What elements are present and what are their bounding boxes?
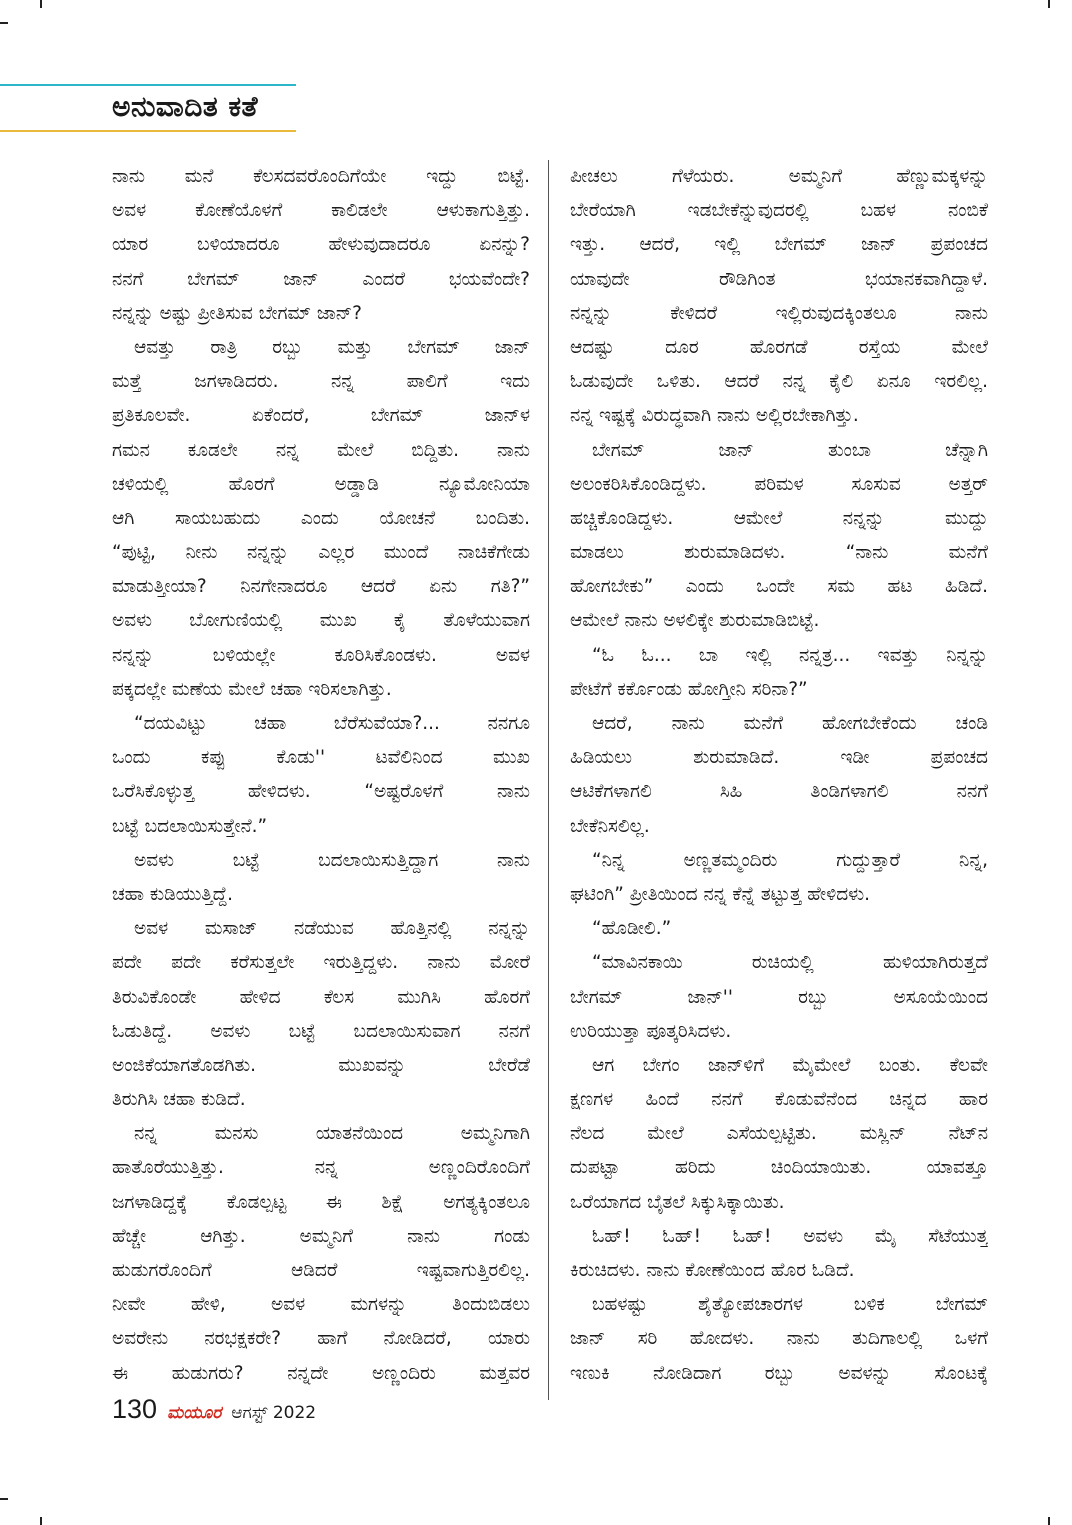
section-label: ಅನುವಾದಿತ ಕತೆ bbox=[112, 90, 259, 123]
text-line: ಜಾನ್ ಸರಿ ಹೋದಳು. ನಾನು ತುದಿಗಾಲಲ್ಲಿ ಒಳಗೆ bbox=[570, 1328, 988, 1350]
text-line: ಹಾತೊರೆಯುತ್ತಿತ್ತು. ನನ್ನ ಅಣ್ಣಂದಿರೊಂದಿಗೆ bbox=[112, 1157, 530, 1179]
right-column bbox=[570, 160, 988, 1391]
crop-mark bbox=[1048, 1517, 1050, 1525]
left-column bbox=[112, 160, 530, 1391]
text-line: ಮಾಡುತ್ತೀಯಾ? ನಿನಗೇನಾದರೂ ಆದರೆ ಏನು ಗತಿ?” bbox=[112, 576, 530, 598]
text-line: “ಹೊಡೀಲಿ.” bbox=[592, 918, 672, 940]
text-line: ಆದರೆ, ನಾನು ಮನೆಗೆ ಹೋಗಬೇಕೆಂದು ಚಂಡಿ bbox=[592, 713, 988, 734]
text-line: ಆಟಿಕೆಗಳಾಗಲಿ ಸಿಹಿ ತಿಂಡಿಗಳಾಗಲಿ ನನಗೆ bbox=[570, 781, 988, 803]
crop-mark bbox=[1048, 0, 1050, 8]
text-line: ಹೆಚ್ಚೇ ಆಗಿತ್ತು. ಅಮ್ಮನಿಗೆ ನಾನು ಗಂಡು bbox=[112, 1225, 530, 1247]
text-line: ಒರೆಯಾಗದ ಬೈತಲೆ ಸಿಕ್ಕುಸಿಕ್ಕಾಯಿತು. bbox=[570, 1191, 785, 1213]
text-line: ನನ್ನನ್ನು ಬಳಿಯಲ್ಲೇ ಕೂರಿಸಿಕೊಂಡಳು. ಅವಳ bbox=[112, 644, 530, 666]
text-line: ಹೋಗಬೇಕು” ಎಂದು ಒಂದೇ ಸಮ ಹಟ ಹಿಡಿದೆ. bbox=[570, 576, 988, 598]
text-line: ಅವರೇನು ನರಭಕ್ಷಕರೇ? ಹಾಗೆ ನೋಡಿದರೆ, ಯಾರು bbox=[112, 1328, 530, 1350]
text-line: ನನ್ನನ್ನು ಅಷ್ಟು ಪ್ರೀತಿಸುವ ಬೇಗಮ್ ಜಾನ್? bbox=[112, 302, 362, 324]
text-line: ಹಿಡಿಯಲು ಶುರುಮಾಡಿದೆ. ಇಡೀ ಪ್ರಪಂಚದ bbox=[570, 747, 988, 769]
text-line: ಈ ಹುಡುಗರು? ನನ್ನದೇ ಅಣ್ಣಂದಿರು ಮತ್ತವರ bbox=[112, 1362, 530, 1384]
text-line: ತಿರುಗಿಸಿ ಚಹಾ ಕುಡಿದೆ. bbox=[112, 1089, 246, 1111]
text-line: ಯಾವುದೇ ರೌಡಿಗಿಂತ ಭಯಾನಕವಾಗಿದ್ದಾಳೆ. bbox=[570, 268, 988, 290]
text-line: ಇಣುಕಿ ನೋಡಿದಾಗ ರಬ್ಬು ಅವಳನ್ನು ಸೊಂಟಕ್ಕೆ bbox=[570, 1362, 988, 1384]
text-line: “ಓ ಓ... ಬಾ ಇಲ್ಲಿ ನನ್ನತ್ರ... ಇವತ್ತು ನಿನ್ನನ್ನು bbox=[592, 644, 988, 666]
text-line: ಗಮನ ಕೂಡಲೇ ನನ್ನ ಮೇಲೆ ಬಿದ್ದಿತು. ನಾನು bbox=[112, 439, 530, 461]
text-line: ಬಹಳಷ್ಟು ಶೈತ್ಯೋಪಚಾರಗಳ ಬಳಿಕ ಬೇಗಮ್ bbox=[592, 1294, 988, 1316]
text-line: ಪದೇ ಪದೇ ಕರೆಸುತ್ತಲೇ ಇರುತ್ತಿದ್ದಳು. ನಾನು ಮೋರೆ bbox=[112, 952, 530, 974]
text-line: ಒಂದು ಕಪ್ಪು ಕೊಡು'' ಟವೆಲಿನಿಂದ ಮುಖ bbox=[112, 747, 530, 769]
text-line: ಅವಳ ಕೋಣೆಯೊಳಗೆ ಕಾಲಿಡಲೇ ಆಳುಕಾಗುತ್ತಿತ್ತು. bbox=[112, 200, 530, 222]
text-line: “ದಯವಿಟ್ಟು ಚಹಾ ಬೆರೆಸುವೆಯಾ?... ನನಗೂ bbox=[134, 713, 530, 734]
text-line: ನನಗೆ ಬೇಗಮ್ ಜಾನ್ ಎಂದರೆ ಭಯವೆಂದೇ? bbox=[112, 268, 530, 290]
text-line: ನೀವೇ ಹೇಳಿ, ಅವಳ ಮಗಳನ್ನು ತಿಂದುಬಿಡಲು bbox=[112, 1294, 530, 1316]
page-footer bbox=[112, 1394, 316, 1428]
text-line: ತಿರುವಿಕೊಂಡೇ ಹೇಳಿದ ಕೆಲಸ ಮುಗಿಸಿ ಹೊರಗೆ bbox=[112, 986, 530, 1008]
text-line: ಬೇಗಮ್ ಜಾನ್ ತುಂಬಾ ಚೆನ್ನಾಗಿ bbox=[592, 439, 988, 461]
text-line: ಒರೆಸಿಕೊಳ್ಳುತ್ತ ಹೇಳಿದಳು. “ಅಷ್ಟರೊಳಗೆ ನಾನು bbox=[112, 781, 530, 803]
crop-mark bbox=[40, 1517, 42, 1525]
text-line: ಅವಳು ಬಟ್ಟೆ ಬದಲಾಯಿಸುತ್ತಿದ್ದಾಗ ನಾನು bbox=[134, 849, 530, 871]
text-line: ಪೇಟೆಗೆ ಕರ್ಕೊಂಡು ಹೋಗ್ತೀನಿ ಸರಿನಾ?” bbox=[570, 678, 808, 700]
text-line: ಆಗ ಬೇಗಂ ಜಾನ್‌ಳಿಗೆ ಮೈಮೇಲೆ ಬಂತು. ಕೆಲವೇ bbox=[592, 1054, 988, 1076]
text-line: ಚಳಿಯಲ್ಲಿ ಹೊರಗೆ ಅಡ್ಡಾಡಿ ನ್ಯೂಮೋನಿಯಾ bbox=[112, 473, 530, 495]
text-line: ಅಂಜಿಕೆಯಾಗತೊಡಗಿತು. ಮುಖವನ್ನು ಬೇರೆಡೆ bbox=[112, 1054, 530, 1076]
column-divider bbox=[548, 160, 549, 1400]
text-line: ಪ್ರತಿಕೂಲವೇ. ಏಕೆಂದರೆ, ಬೇಗಮ್ ಜಾನ್‌ಳ bbox=[112, 405, 530, 427]
text-line: ನೆಲದ ಮೇಲೆ ಎಸೆಯಲ್ಪಟ್ಟಿತು. ಮಸ್ಲಿನ್ ನೆಟ್‌ನ bbox=[570, 1123, 988, 1145]
text-line: “ಪುಟ್ಟಿ, ನೀನು ನನ್ನನ್ನು ಎಲ್ಲರ ಮುಂದೆ ನಾಚಿಕೆಗೇಡು bbox=[112, 542, 530, 564]
text-line: ಕಿರುಚಿದಳು. ನಾನು ಕೋಣೆಯಿಂದ ಹೊರ ಓಡಿದೆ. bbox=[570, 1260, 855, 1281]
text-line: ಆವತ್ತು ರಾತ್ರಿ ರಬ್ಬು ಮತ್ತು ಬೇಗಮ್ ಜಾನ್ bbox=[134, 336, 530, 358]
text-line: ಬೇಕೆನಿಸಲಿಲ್ಲ. bbox=[570, 815, 650, 837]
text-line: ಹಚ್ಚಿಕೊಂಡಿದ್ದಳು. ಆಮೇಲೆ ನನ್ನನ್ನು ಮುದ್ದು bbox=[570, 507, 988, 529]
text-line: ನನ್ನನ್ನು ಕೇಳಿದರೆ ಇಲ್ಲಿರುವುದಕ್ಕಿಂತಲೂ ನಾನು bbox=[570, 302, 988, 324]
text-line: ಯಾರ ಬಳಿಯಾದರೂ ಹೇಳುವುದಾದರೂ ಏನನ್ನು? bbox=[112, 234, 530, 256]
text-line: ಆದಷ್ಟು ದೂರ ಹೊರಗಡೆ ರಸ್ತೆಯ ಮೇಲೆ bbox=[570, 336, 988, 358]
crop-mark bbox=[0, 22, 8, 24]
text-line: ನನ್ನ ಇಷ್ಟಕ್ಕೆ ವಿರುದ್ಧವಾಗಿ ನಾನು ಅಲ್ಲಿರಬೇಕಾಗಿತ್ತು. bbox=[570, 405, 859, 427]
text-line: ಅವಳ ಮಸಾಜ್ ನಡೆಯುವ ಹೊತ್ತಿನಲ್ಲಿ ನನ್ನನ್ನು bbox=[134, 918, 530, 940]
text-line: ಬೇಗಮ್ ಜಾನ್'' ರಬ್ಬು ಅಸೂಯೆಯಿಂದ bbox=[570, 986, 988, 1008]
text-line: “ನಿನ್ನ ಅಣ್ಣತಮ್ಮಂದಿರು ಗುದ್ದುತ್ತಾರೆ ನಿನ್ನ, bbox=[592, 849, 988, 871]
text-line: ಉರಿಯುತ್ತಾ ಪೂತ್ಕರಿಸಿದಳು. bbox=[570, 1020, 732, 1042]
magazine-logo: ಮಯೂರ bbox=[167, 1403, 222, 1423]
text-line: ಆಗಿ ಸಾಯಬಹುದು ಎಂದು ಯೋಚನೆ ಬಂದಿತು. bbox=[112, 507, 530, 529]
text-line: ಚಹಾ ಕುಡಿಯುತ್ತಿದ್ದೆ. bbox=[112, 883, 234, 905]
crop-mark bbox=[0, 1498, 8, 1500]
text-line: ಆಮೇಲೆ ನಾನು ಅಳಲಿಕ್ಕೇ ಶುರುಮಾಡಿಬಿಟ್ಟೆ. bbox=[570, 610, 820, 632]
text-line: “ಮಾವಿನಕಾಯಿ ರುಚಿಯಲ್ಲಿ ಹುಳಿಯಾಗಿರುತ್ತದೆ bbox=[592, 952, 988, 974]
text-line: ಅಲಂಕರಿಸಿಕೊಂಡಿದ್ದಳು. ಪರಿಮಳ ಸೂಸುವ ಅತ್ತರ್ bbox=[570, 473, 988, 495]
text-line: ಓಹ್! ಓಹ್! ಓಹ್! ಅವಳು ಮೈ ಸೆಟೆಯುತ್ತ bbox=[592, 1225, 988, 1247]
text-line: ಘಟಿಂಗಿ” ಪ್ರೀತಿಯಿಂದ ನನ್ನ ಕೆನ್ನೆ ತಟ್ಟುತ್ತ ಹೇಳಿದಳು. bbox=[570, 883, 870, 905]
text-line: ಅವಳು ಬೋಗುಣಿಯಲ್ಲಿ ಮುಖ ಕೈ ತೊಳೆಯುವಾಗ bbox=[112, 610, 530, 632]
text-line: ನಾನು ಮನೆ ಕೆಲಸದವರೊಂದಿಗೆಯೇ ಇದ್ದು ಬಿಟ್ಟೆ. bbox=[112, 166, 530, 187]
text-line: ಮತ್ತೆ ಜಗಳಾಡಿದರು. ನನ್ನ ಪಾಲಿಗೆ ಇದು bbox=[112, 371, 530, 393]
page-number: 130 bbox=[112, 1394, 158, 1424]
text-line: ಪೀಚಲು ಗೆಳೆಯರು. ಅಮ್ಮನಿಗೆ ಹೆಣ್ಣುಮಕ್ಕಳನ್ನು bbox=[570, 166, 988, 187]
text-line: ಬೇರೆಯಾಗಿ ಇಡಬೇಕೆನ್ನುವುದರಲ್ಲಿ ಬಹಳ ನಂಬಿಕೆ bbox=[570, 200, 988, 222]
text-line: ಪಕ್ಕದಲ್ಲೇ ಮಣೆಯ ಮೇಲೆ ಚಹಾ ಇರಿಸಲಾಗಿತ್ತು. bbox=[112, 678, 392, 700]
text-line: ನನ್ನ ಮನಸು ಯಾತನೆಯಿಂದ ಅಮ್ಮನಿಗಾಗಿ bbox=[134, 1123, 530, 1145]
text-line: ಮಾಡಲು ಶುರುಮಾಡಿದಳು. “ನಾನು ಮನೆಗೆ bbox=[570, 542, 988, 564]
text-line: ಇತ್ತು. ಆದರೆ, ಇಲ್ಲಿ ಬೇಗಮ್ ಜಾನ್ ಪ್ರಪಂಚದ bbox=[570, 234, 988, 256]
text-line: ಓಡುತಿದ್ದೆ. ಅವಳು ಬಟ್ಟೆ ಬದಲಾಯಿಸುವಾಗ ನನಗೆ bbox=[112, 1020, 530, 1042]
text-line: ಓಡುವುದೇ ಒಳಿತು. ಆದರೆ ನನ್ನ ಕೈಲಿ ಏನೂ ಇರಲಿಲ್ಲ. bbox=[570, 371, 988, 393]
issue-date: ಆಗಸ್ಟ್ 2022 bbox=[231, 1403, 317, 1423]
text-line: ಹುಡುಗರೊಂದಿಗೆ ಆಡಿದರೆ ಇಷ್ಟವಾಗುತ್ತಿರಲಿಲ್ಲ. bbox=[112, 1260, 530, 1281]
text-line: ಜಗಳಾಡಿದ್ದಕ್ಕೆ ಕೊಡಲ್ಪಟ್ಟ ಈ ಶಿಕ್ಷೆ ಅಗತ್ಯಕ್ಕಿಂತಲೂ bbox=[112, 1191, 530, 1213]
text-line: ಕ್ಷಣಗಳ ಹಿಂದೆ ನನಗೆ ಕೊಡುವೆನೆಂದ ಚಿನ್ನದ ಹಾರ bbox=[570, 1089, 988, 1111]
text-line: ಬಟ್ಟೆ ಬದಲಾಯಿಸುತ್ತೇನೆ.” bbox=[112, 815, 268, 837]
text-line: ದುಪಟ್ಟಾ ಹರಿದು ಚಿಂದಿಯಾಯಿತು. ಯಾವತ್ತೂ bbox=[570, 1157, 988, 1179]
header-rule-bottom bbox=[0, 130, 296, 132]
crop-mark bbox=[40, 0, 42, 8]
header-rule-top bbox=[0, 84, 296, 86]
